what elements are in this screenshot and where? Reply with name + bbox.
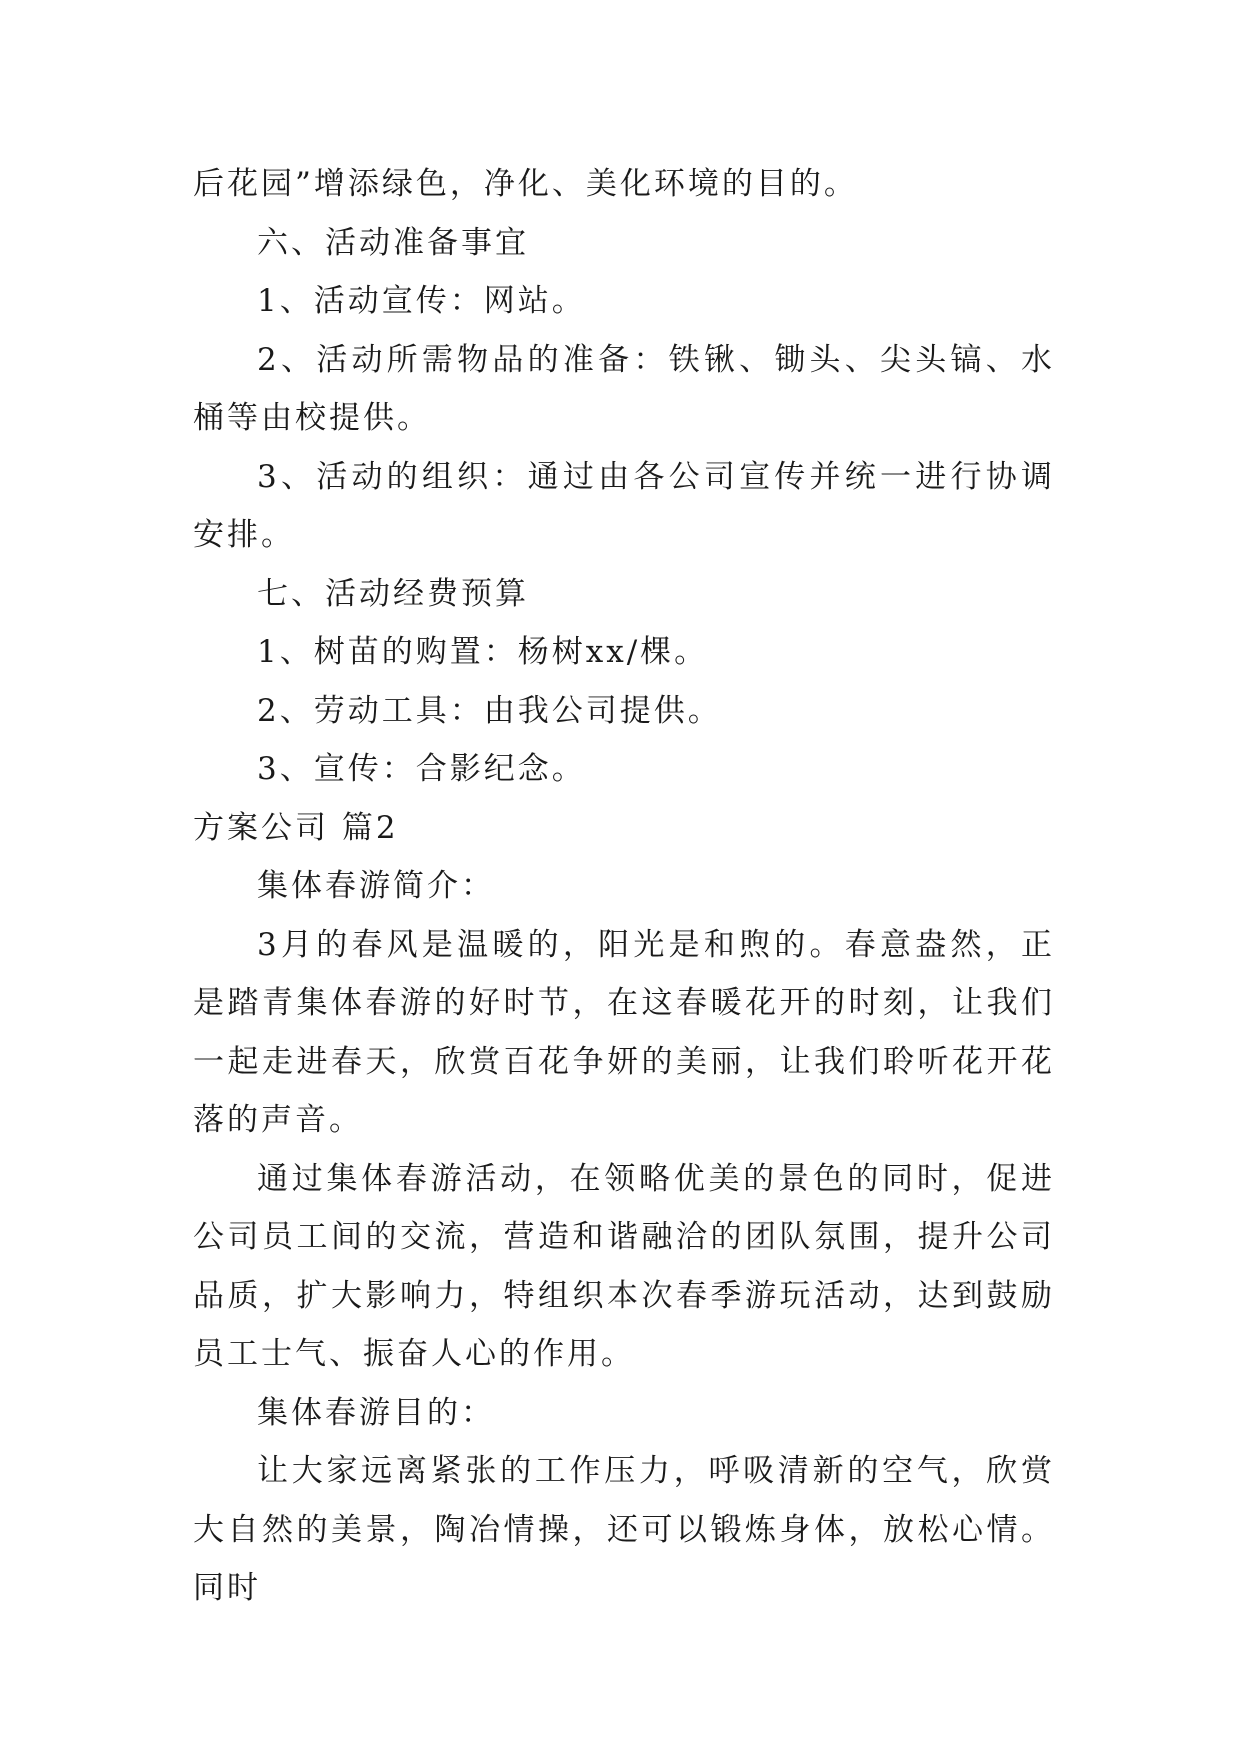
body-paragraph: 3月的春风是温暖的，阳光是和煦的。春意盎然，正是踏青集体春游的好时节，在这春暖花开的时刻，让我们一起走进春天，欣赏百花争妍的美丽，让我们聆听花开花落的声音。 — [193, 926, 1055, 1138]
body-paragraph: 通过集体春游活动，在领略优美的景色的同时，促进公司员工间的交流，营造和谐融洽的团队氛围，提升公司品质，扩大影响力，特组织本次春季游玩活动，达到鼓励员工士气、振奋人心的作用。 — [193, 1160, 1055, 1372]
chapter-title: 方案公司 篇2 — [193, 809, 399, 846]
list-item: 2、活动所需物品的准备：铁锹、锄头、尖头镐、水桶等由校提供。 — [193, 341, 1055, 436]
body-paragraph: 让大家远离紧张的工作压力，呼吸清新的空气，欣赏大自然的美景，陶冶情操，还可以锻炼身体，放松心情。同时 — [193, 1453, 1055, 1606]
list-item: 1、活动宣传：网站。 — [257, 283, 586, 319]
section-heading-intro: 集体春游简介： — [257, 868, 495, 904]
document-body — [193, 155, 1055, 1618]
paragraph-continuation: 后花园”增添绿色，净化、美化环境的目的。 — [193, 166, 858, 202]
list-item: 3、活动的组织：通过由各公司宣传并统一进行协调安排。 — [193, 458, 1055, 553]
section-heading-budget: 七、活动经费预算 — [257, 575, 529, 612]
section-heading-preparation: 六、活动准备事宜 — [257, 224, 529, 261]
list-item: 3、宣传：合影纪念。 — [257, 751, 586, 787]
section-heading-purpose: 集体春游目的： — [257, 1394, 495, 1431]
list-item: 2、劳动工具：由我公司提供。 — [257, 692, 722, 729]
list-item: 1、树苗的购置：杨树xx/棵。 — [257, 634, 709, 670]
